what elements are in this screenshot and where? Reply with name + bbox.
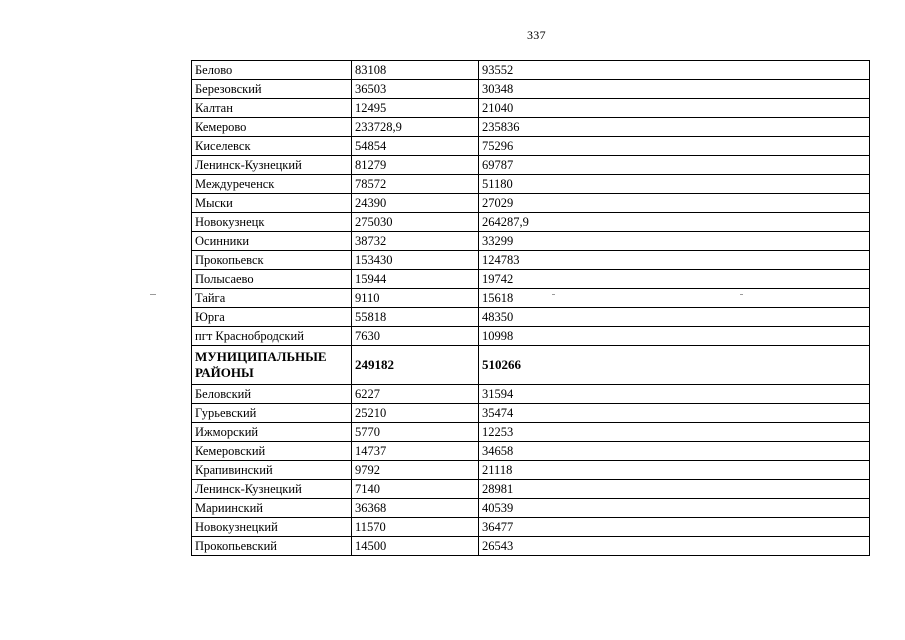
table-row: [192, 442, 870, 461]
cell-name: Ижморский: [192, 423, 352, 442]
cell-name: Ленинск-Кузнецкий: [192, 480, 352, 499]
cell-value-1: 83108: [352, 61, 479, 80]
data-table: [191, 60, 870, 556]
cell-value-2: 48350: [479, 308, 870, 327]
cell-value-2: 510266: [479, 346, 870, 385]
cell-name: Осинники: [192, 232, 352, 251]
cell-value-2: 40539: [479, 499, 870, 518]
cell-value-2: 28981: [479, 480, 870, 499]
cell-value-2: 21118: [479, 461, 870, 480]
table-row-total: [192, 346, 870, 385]
cell-value-1: 6227: [352, 385, 479, 404]
cell-value-1: 24390: [352, 194, 479, 213]
cell-value-1: 9110: [352, 289, 479, 308]
cell-value-2: 124783: [479, 251, 870, 270]
cell-value-1: 25210: [352, 404, 479, 423]
cell-value-2: 19742: [479, 270, 870, 289]
cell-value-1: 11570: [352, 518, 479, 537]
page-number: 337: [527, 28, 546, 42]
cell-value-2: 51180: [479, 175, 870, 194]
cell-name: пгт Краснобродский: [192, 327, 352, 346]
cell-name: Новокузнецкий: [192, 518, 352, 537]
cell-value-1: 36503: [352, 80, 479, 99]
cell-name: Березовский: [192, 80, 352, 99]
scan-speck: [150, 294, 156, 295]
cell-name: Междуреченск: [192, 175, 352, 194]
cell-name: Ленинск-Кузнецкий: [192, 156, 352, 175]
cell-value-1: 7140: [352, 480, 479, 499]
cell-value-2: 26543: [479, 537, 870, 556]
table-row: [192, 499, 870, 518]
cell-value-2: 235836: [479, 118, 870, 137]
table-row: [192, 537, 870, 556]
cell-name: Кемерово: [192, 118, 352, 137]
cell-value-2: 34658: [479, 442, 870, 461]
cell-value-2: 10998: [479, 327, 870, 346]
cell-name: Беловский: [192, 385, 352, 404]
cell-name: Мариинский: [192, 499, 352, 518]
table-row: [192, 80, 870, 99]
cell-value-1: 12495: [352, 99, 479, 118]
cell-name: Калтан: [192, 99, 352, 118]
cell-value-2: 36477: [479, 518, 870, 537]
cell-value-1: 14500: [352, 537, 479, 556]
scan-speck: [552, 294, 555, 295]
cell-name: МУНИЦИПАЛЬНЫЕ РАЙОНЫ: [192, 346, 352, 385]
cell-value-2: 75296: [479, 137, 870, 156]
cell-name: Кемеровский: [192, 442, 352, 461]
table-row: [192, 194, 870, 213]
table-row: [192, 175, 870, 194]
cell-value-2: 35474: [479, 404, 870, 423]
cell-value-1: 249182: [352, 346, 479, 385]
cell-value-2: 31594: [479, 385, 870, 404]
cell-name: Полысаево: [192, 270, 352, 289]
cell-value-1: 54854: [352, 137, 479, 156]
table-row: [192, 404, 870, 423]
table-row: [192, 118, 870, 137]
cell-value-1: 15944: [352, 270, 479, 289]
table-row: [192, 251, 870, 270]
cell-name: Мыски: [192, 194, 352, 213]
cell-name: Тайга: [192, 289, 352, 308]
cell-name: Прокопьевск: [192, 251, 352, 270]
table-row: [192, 518, 870, 537]
cell-value-2: 30348: [479, 80, 870, 99]
table-row: [192, 385, 870, 404]
cell-value-1: 7630: [352, 327, 479, 346]
cell-value-1: 153430: [352, 251, 479, 270]
cell-name: Новокузнецк: [192, 213, 352, 232]
cell-name: Белово: [192, 61, 352, 80]
cell-value-2: 33299: [479, 232, 870, 251]
cell-value-1: 14737: [352, 442, 479, 461]
cell-name: Киселевск: [192, 137, 352, 156]
cell-value-1: 55818: [352, 308, 479, 327]
cell-value-2: 21040: [479, 99, 870, 118]
cell-value-1: 78572: [352, 175, 479, 194]
table-row: [192, 308, 870, 327]
table-row: [192, 461, 870, 480]
table-row: [192, 232, 870, 251]
scan-speck: [740, 294, 743, 295]
cell-value-2: 15618: [479, 289, 870, 308]
cell-value-1: 38732: [352, 232, 479, 251]
table-row: [192, 137, 870, 156]
cell-value-1: 36368: [352, 499, 479, 518]
cell-value-1: 5770: [352, 423, 479, 442]
cell-name: Прокопьевский: [192, 537, 352, 556]
cell-value-2: 264287,9: [479, 213, 870, 232]
cell-name: Юрга: [192, 308, 352, 327]
cell-name: Крапивинский: [192, 461, 352, 480]
cell-value-2: 12253: [479, 423, 870, 442]
table-row: [192, 99, 870, 118]
table-row: [192, 213, 870, 232]
cell-value-1: 81279: [352, 156, 479, 175]
table-row: [192, 61, 870, 80]
cell-value-2: 93552: [479, 61, 870, 80]
cell-name: Гурьевский: [192, 404, 352, 423]
cell-value-1: 9792: [352, 461, 479, 480]
cell-value-1: 233728,9: [352, 118, 479, 137]
table-row: [192, 480, 870, 499]
table-body: [192, 61, 870, 556]
table-row: [192, 327, 870, 346]
table-row: [192, 289, 870, 308]
table-row: [192, 270, 870, 289]
table-row: [192, 423, 870, 442]
cell-value-1: 275030: [352, 213, 479, 232]
cell-value-2: 69787: [479, 156, 870, 175]
table-row: [192, 156, 870, 175]
cell-value-2: 27029: [479, 194, 870, 213]
